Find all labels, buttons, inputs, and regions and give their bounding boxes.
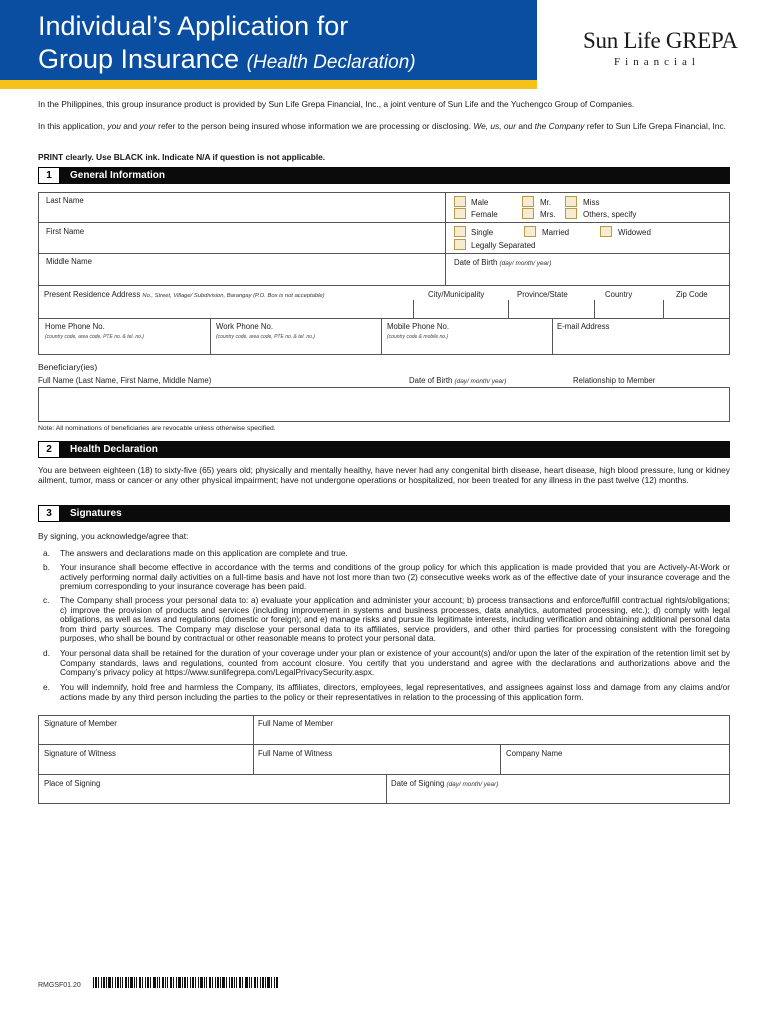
health-declaration-text: You are between eighteen (18) to sixty-five (65) years old; physically and mentally healthy, have never had any congenital birth disease, heart disease, high blood pressure, lung or kidney ailment, tumor, mass or cancer or any other physical impairment; have not undergone operations or hospitalized, nor been treated for any illness in the past twelve (12) months. [38, 465, 730, 485]
signature-witness-field[interactable]: Signature of Witness [44, 749, 116, 758]
section-number: 3 [38, 505, 60, 522]
beneficiaries-heading: Beneficiary(ies) [38, 362, 98, 372]
legally-separated-label: Legally Separated [471, 241, 536, 250]
date-of-birth-field[interactable]: Date of Birth (day/ month/ year) [454, 258, 552, 267]
signature-member-field[interactable]: Signature of Member [44, 719, 117, 728]
title-line2: Group Insurance [38, 44, 240, 74]
others-checkbox[interactable] [565, 208, 577, 219]
female-checkbox[interactable] [454, 208, 466, 219]
title-line1: Individual’s Application for [38, 11, 349, 41]
married-label: Married [542, 228, 570, 237]
legally-separated-checkbox[interactable] [454, 239, 466, 250]
married-checkbox[interactable] [524, 226, 536, 237]
place-of-signing-field[interactable]: Place of Signing [44, 779, 101, 788]
home-phone-field[interactable]: Home Phone No. (country code, area code, PTE no. & tel. no.) [45, 322, 144, 340]
widowed-checkbox[interactable] [600, 226, 612, 237]
title-subtitle: (Health Declaration) [246, 52, 416, 73]
agreement-item-a: a. The answers and declarations made on this application are complete and true. [43, 548, 348, 558]
date-of-signing-field[interactable]: Date of Signing (day/ month/ year) [391, 779, 499, 788]
intro-paragraph-1: In the Philippines, this group insurance product is provided by Sun Life Grepa Financial, Inc., a joint venture of Sun Life and the Yuchengco Group of Companies. [38, 99, 635, 109]
header-banner [0, 0, 537, 80]
province-field[interactable]: Province/State [517, 290, 568, 299]
female-label: Female [471, 210, 498, 219]
agreement-item-e: e. You will indemnify, hold free and harmless the Company, its affiliates, directors, employees, legal representatives, and assignees against loss and damage from any claims and/or actions made by any third person including the parties to the policy or their representatives in relation to the processing of this application form. [43, 682, 730, 702]
print-instructions: PRINT clearly. Use BLACK ink. Indicate N/A if question is not applicable. [38, 152, 326, 162]
mrs-label: Mrs. [540, 210, 556, 219]
section-2-header [38, 441, 730, 458]
mr-checkbox[interactable] [522, 196, 534, 207]
form-code: RMGSF01.20 [38, 982, 81, 989]
agreement-item-c: c. The Company shall process your personal data to: a) evaluate your application and administer your account; b) process transactions and enforce/fulfill contractual rights/obligations; c) improve the provision of products and services (including improvement in systems and business processes, data analytics, automated processing, etc.); d) comply with legal obligations, as well as laws and regulations (domestic or foreign); and e) manage risks and pursue its legitimate interests, including verification and obtaining additional personal data from third party sources. The Company may disclose your personal data to its affiliates, service providers, and other third parties for processing consistent with the foregoing purposes, who shall be bound by contractual or other reasonable means to protect your personal data. [43, 595, 730, 644]
male-label: Male [471, 198, 489, 207]
intro-paragraph-2: In this application, you and your refer to the person being insured whose information we are processing or disclosing. We, us, our and the Company refer to Sun Life Grepa Financial, Inc. [38, 121, 726, 131]
company-logo [583, 28, 738, 68]
country-field[interactable]: Country [605, 290, 633, 299]
agreement-item-d: d. Your personal data shall be retained for the duration of your coverage under your plan or existence of your account(s) and/or upon the later of the expiration of the retention limit set by Company standards, laws and regulations, counted from account closure. You certify that you understand and agree with the declarations and authorizations above and the Company’s privacy policy at https://www.sunlifegrepa.com/LegalPrivacySecurity.aspx. [43, 648, 730, 678]
mobile-phone-field[interactable]: Mobile Phone No. (country code & mobile no.) [387, 322, 449, 340]
miss-checkbox[interactable] [565, 196, 577, 207]
mrs-checkbox[interactable] [522, 208, 534, 219]
header-accent-stripe [0, 80, 537, 89]
section-number: 1 [38, 167, 60, 184]
logo-wordmark: Sun Life GREPA [583, 28, 738, 53]
form-title [38, 10, 416, 79]
middle-name-field[interactable]: Middle Name [46, 257, 92, 266]
residence-address-field[interactable]: Present Residence Address No., Street, Village/ Subdivision, Barangay (P.O. Box is not acceptable) [44, 290, 325, 299]
section-title: Health Declaration [70, 444, 158, 455]
beneficiary-dob-label: Date of Birth (day/ month/ year) [409, 376, 507, 385]
fullname-witness-field[interactable]: Full Name of Witness [258, 749, 333, 758]
section-title: Signatures [70, 508, 122, 519]
barcode-icon [93, 977, 279, 988]
mr-label: Mr. [540, 198, 552, 207]
single-label: Single [471, 228, 494, 237]
signature-grid [38, 715, 730, 804]
section-1-header [38, 167, 730, 184]
section-3-header [38, 505, 730, 522]
agreement-item-b: b. Your insurance shall become effective in accordance with the terms and conditions of the group policy for which this application is made provided that you are Actively-At-Work or actively performing normal daily activities on a full-time basis and have not lost more than two (2) consecutive weeks work as of the effective date of your insurance coverage and the premium corresponding to your insurance coverage has been paid. [43, 562, 730, 592]
others-label: Others, specify [583, 210, 637, 219]
city-field[interactable]: City/Municipality [428, 290, 485, 299]
beneficiary-note: Note: All nominations of beneficiaries are revocable unless otherwise specified. [38, 425, 276, 432]
last-name-field[interactable]: Last Name [46, 196, 84, 205]
email-field[interactable]: E-mail Address [557, 322, 610, 331]
zip-code-field[interactable]: Zip Code [676, 290, 708, 299]
widowed-label: Widowed [618, 228, 651, 237]
logo-tagline: Financial [614, 56, 700, 68]
section-title: General Information [70, 170, 166, 181]
company-name-field[interactable]: Company Name [506, 749, 563, 758]
work-phone-field[interactable]: Work Phone No. (country code, area code, PTE no. & tel. no.) [216, 322, 315, 340]
signatures-lead: By signing, you acknowledge/agree that: [38, 531, 189, 541]
miss-label: Miss [583, 198, 600, 207]
fullname-member-field[interactable]: Full Name of Member [258, 719, 333, 728]
beneficiary-relationship-label: Relationship to Member [573, 376, 656, 385]
first-name-field[interactable]: First Name [46, 227, 85, 236]
beneficiary-fullname-label: Full Name (Last Name, First Name, Middle Name) [38, 376, 212, 385]
section-number: 2 [38, 441, 60, 458]
beneficiary-input-box[interactable] [38, 387, 730, 422]
single-checkbox[interactable] [454, 226, 466, 237]
male-checkbox[interactable] [454, 196, 466, 207]
